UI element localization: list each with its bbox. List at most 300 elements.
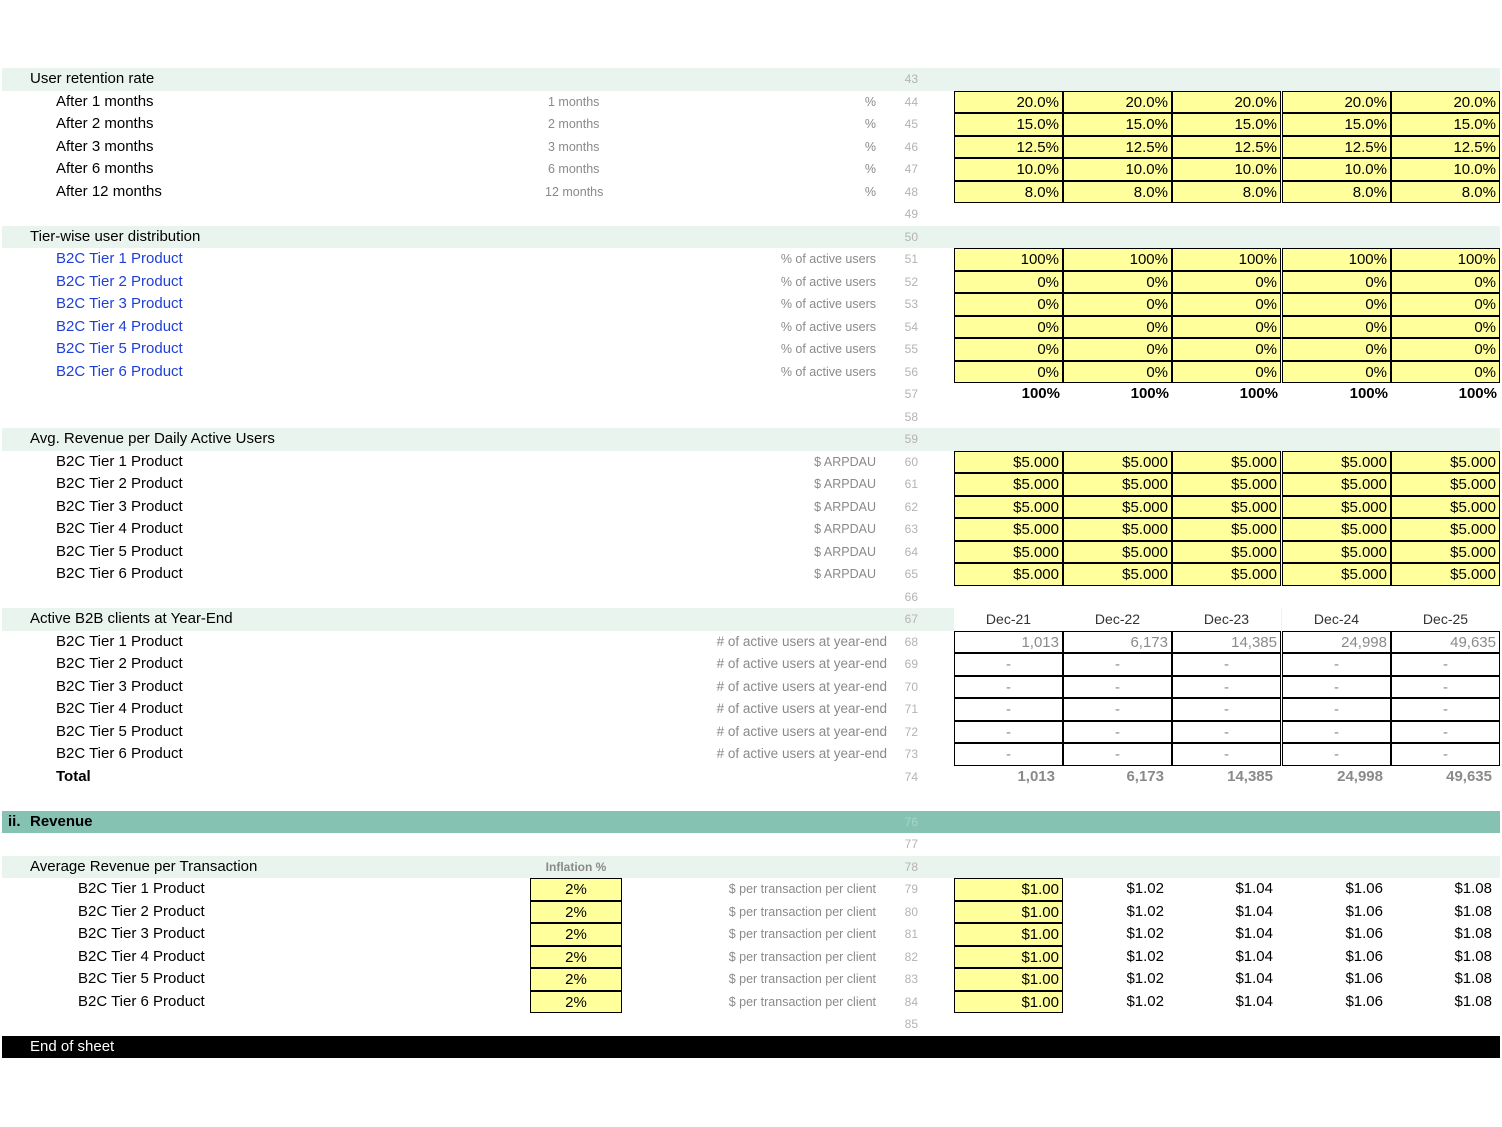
calc-cell[interactable]: -: [1391, 743, 1500, 766]
table-row: [2, 181, 1500, 204]
input-cell[interactable]: 15.0%: [1063, 113, 1172, 136]
input-cell[interactable]: 0%: [1063, 271, 1172, 294]
input-cell[interactable]: $5.000: [1391, 451, 1500, 474]
calc-cell: $1.02: [1126, 992, 1164, 1010]
row-unit: $ ARPDAU: [814, 454, 876, 469]
total-cell: 100%: [1130, 385, 1169, 402]
input-cell[interactable]: $5.000: [1391, 563, 1500, 586]
calc-cell[interactable]: -: [1172, 653, 1281, 676]
input-cell[interactable]: 0%: [1063, 316, 1172, 339]
row-unit: % of active users: [780, 297, 876, 311]
total-cell: 24,998: [1337, 767, 1383, 785]
input-cell[interactable]: 0%: [1063, 338, 1172, 361]
table-row: [2, 653, 1500, 676]
row-label[interactable]: B2C Tier 3 Product: [56, 295, 183, 312]
input-cell[interactable]: $5.000: [1063, 518, 1172, 541]
row-label[interactable]: B2C Tier 5 Product: [56, 340, 183, 357]
input-cell[interactable]: 12.5%: [1391, 136, 1500, 159]
period-header: Dec-24: [1282, 608, 1391, 631]
input-cell[interactable]: $5.000: [1063, 563, 1172, 586]
inflation-header: Inflation %: [545, 859, 607, 874]
inflation-input[interactable]: 2%: [530, 946, 622, 969]
row-number: 69: [904, 657, 918, 671]
row-unit: $ ARPDAU: [814, 567, 876, 581]
input-cell[interactable]: 0%: [1282, 271, 1391, 294]
total-cell: 100%: [1021, 385, 1060, 402]
row-unit: %: [864, 139, 876, 154]
end-of-sheet-label: End of sheet: [30, 1037, 115, 1055]
input-cell[interactable]: 0%: [1282, 316, 1391, 339]
row-unit: $ ARPDAU: [814, 544, 876, 559]
row-number: 76: [904, 814, 918, 829]
row-unit: $ per transaction per client: [728, 949, 876, 964]
table-row: [2, 136, 1500, 159]
row-number: 61: [904, 477, 918, 491]
row-unit: $ per transaction per client: [728, 927, 876, 941]
table-row: [2, 946, 1500, 969]
table-row: [2, 293, 1500, 316]
row-label: B2C Tier 1 Product: [56, 452, 183, 470]
input-cell[interactable]: $5.000: [1282, 496, 1391, 519]
input-cell[interactable]: 15.0%: [1391, 113, 1500, 136]
input-cell[interactable]: 15.0%: [954, 113, 1063, 136]
row-unit: % of active users: [780, 364, 876, 379]
total-cell: 6,173: [1126, 767, 1164, 785]
calc-cell[interactable]: -: [1391, 721, 1500, 744]
calc-cell[interactable]: -: [1391, 698, 1500, 721]
table-row: [2, 496, 1500, 519]
row-label: After 2 months: [56, 115, 154, 132]
input-cell[interactable]: 8.0%: [1063, 181, 1172, 204]
row-number: 73: [904, 747, 918, 761]
input-cell[interactable]: 15.0%: [1282, 113, 1391, 136]
input-cell[interactable]: $5.000: [1172, 473, 1281, 496]
row-number: 57: [904, 387, 918, 401]
input-cell[interactable]: $1.00: [954, 968, 1063, 991]
calc-cell[interactable]: -: [1172, 676, 1281, 699]
calc-cell: $1.06: [1345, 947, 1383, 965]
row-number: 70: [904, 679, 918, 694]
input-cell[interactable]: $5.000: [1172, 496, 1281, 519]
row-label[interactable]: B2C Tier 6 Product: [56, 362, 183, 380]
row-number: 81: [904, 927, 918, 941]
input-cell[interactable]: 0%: [1391, 361, 1500, 384]
row-number: 47: [904, 162, 918, 176]
total-row: [2, 383, 1500, 406]
row-number: 50: [904, 229, 918, 244]
blank-row: [2, 1013, 1500, 1036]
inflation-input[interactable]: 2%: [530, 991, 622, 1014]
table-row: [2, 518, 1500, 541]
input-cell[interactable]: 0%: [1172, 361, 1281, 384]
input-cell[interactable]: 100%: [954, 248, 1063, 271]
calc-cell[interactable]: -: [1282, 721, 1391, 744]
row-number: 56: [904, 364, 918, 379]
calc-cell[interactable]: 24,998: [1282, 631, 1391, 654]
input-cell[interactable]: $5.000: [1391, 541, 1500, 564]
calc-cell[interactable]: -: [1282, 676, 1391, 699]
input-cell[interactable]: 100%: [1282, 248, 1391, 271]
row-label: After 1 months: [56, 92, 154, 110]
row-unit: # of active users at year-end: [716, 656, 887, 671]
table-row: [2, 91, 1500, 114]
table-row: [2, 541, 1500, 564]
b2b-title: Active B2B clients at Year-End: [30, 610, 233, 627]
input-cell[interactable]: $5.000: [1172, 518, 1281, 541]
row-number: 68: [904, 634, 918, 649]
period-header-row: [2, 608, 1500, 631]
row-number: 58: [904, 409, 918, 424]
input-cell[interactable]: 8.0%: [1282, 181, 1391, 204]
input-cell[interactable]: $5.000: [954, 473, 1063, 496]
input-cell[interactable]: $5.000: [1391, 473, 1500, 496]
calc-cell[interactable]: -: [1391, 653, 1500, 676]
calc-cell[interactable]: -: [954, 743, 1063, 766]
row-unit: % of active users: [780, 342, 876, 356]
row-subtitle: 1 months: [548, 94, 600, 109]
total-cell: 1,013: [1017, 767, 1055, 785]
calc-cell[interactable]: -: [1063, 653, 1172, 676]
row-label: B2C Tier 1 Product: [78, 880, 205, 897]
row-label: B2C Tier 4 Product: [56, 700, 183, 717]
input-cell[interactable]: 12.5%: [954, 136, 1063, 159]
row-number: 79: [904, 882, 918, 896]
calc-cell: $1.02: [1126, 880, 1164, 897]
table-row: [2, 743, 1500, 766]
row-number: 82: [904, 949, 918, 964]
calc-cell[interactable]: -: [1172, 698, 1281, 721]
calc-cell[interactable]: -: [1063, 676, 1172, 699]
input-cell[interactable]: 0%: [954, 338, 1063, 361]
row-label: B2C Tier 3 Product: [56, 677, 183, 695]
row-number: 62: [904, 499, 918, 514]
row-number: 45: [904, 117, 918, 131]
total-cell: 100%: [1349, 385, 1388, 402]
avg-rev-txn-section-header: [2, 856, 1500, 879]
input-cell[interactable]: 8.0%: [954, 181, 1063, 204]
period-header: Dec-23: [1172, 608, 1281, 631]
input-cell[interactable]: 0%: [954, 271, 1063, 294]
table-row: [2, 248, 1500, 271]
calc-cell[interactable]: -: [1391, 676, 1500, 699]
input-cell[interactable]: $5.000: [1063, 473, 1172, 496]
row-label: B2C Tier 3 Product: [78, 925, 205, 942]
row-unit: %: [864, 117, 876, 131]
table-row: [2, 721, 1500, 744]
input-cell[interactable]: 0%: [954, 316, 1063, 339]
row-label[interactable]: B2C Tier 1 Product: [56, 250, 183, 267]
input-cell[interactable]: $5.000: [1172, 563, 1281, 586]
input-cell[interactable]: 0%: [1063, 293, 1172, 316]
row-number: 83: [904, 972, 918, 986]
input-cell[interactable]: 0%: [1282, 361, 1391, 384]
row-label: After 12 months: [56, 182, 162, 200]
input-cell[interactable]: $5.000: [1282, 563, 1391, 586]
input-cell[interactable]: $1.00: [954, 878, 1063, 901]
row-number: 63: [904, 522, 918, 536]
calc-cell: $1.08: [1454, 970, 1492, 987]
input-cell[interactable]: 100%: [1391, 248, 1500, 271]
row-unit: # of active users at year-end: [716, 746, 887, 761]
inflation-input[interactable]: 2%: [530, 878, 622, 901]
calc-cell[interactable]: -: [954, 653, 1063, 676]
inflation-input[interactable]: 2%: [530, 901, 622, 924]
row-number: 78: [904, 859, 918, 874]
row-number: 51: [904, 252, 918, 266]
input-cell[interactable]: 0%: [1391, 338, 1500, 361]
table-row: [2, 113, 1500, 136]
calc-cell: $1.02: [1126, 902, 1164, 920]
input-cell[interactable]: 0%: [1063, 361, 1172, 384]
input-cell[interactable]: 10.0%: [1282, 158, 1391, 181]
row-unit: %: [864, 184, 876, 199]
input-cell[interactable]: $5.000: [1282, 518, 1391, 541]
input-cell[interactable]: $5.000: [1282, 541, 1391, 564]
total-label: Total: [56, 767, 91, 785]
table-row: [2, 968, 1500, 991]
calc-cell[interactable]: -: [1282, 698, 1391, 721]
calc-cell: $1.02: [1126, 970, 1164, 987]
input-cell[interactable]: $5.000: [1282, 451, 1391, 474]
calc-cell: $1.08: [1454, 947, 1492, 965]
input-cell[interactable]: $1.00: [954, 991, 1063, 1014]
row-number: 55: [904, 342, 918, 356]
tier-distribution-title: Tier-wise user distribution: [30, 227, 201, 245]
calc-cell: $1.04: [1235, 970, 1273, 987]
table-row: [2, 271, 1500, 294]
row-unit: $ ARPDAU: [814, 522, 876, 536]
row-unit: % of active users: [780, 274, 876, 289]
row-number: 84: [904, 994, 918, 1009]
calc-cell[interactable]: 49,635: [1391, 631, 1500, 654]
blank-row: [2, 203, 1500, 226]
calc-cell: $1.06: [1345, 992, 1383, 1010]
input-cell[interactable]: $5.000: [954, 563, 1063, 586]
input-cell[interactable]: 0%: [1172, 316, 1281, 339]
table-row: [2, 676, 1500, 699]
input-cell[interactable]: 0%: [954, 361, 1063, 384]
row-label: B2C Tier 2 Product: [56, 475, 183, 492]
row-label[interactable]: B2C Tier 4 Product: [56, 317, 183, 335]
row-label: B2C Tier 6 Product: [78, 992, 205, 1010]
period-header: Dec-21: [954, 608, 1063, 631]
tier-distribution-section-header: [2, 226, 1500, 249]
input-cell[interactable]: 0%: [954, 293, 1063, 316]
table-row: [2, 698, 1500, 721]
input-cell[interactable]: 20.0%: [954, 91, 1063, 114]
input-cell[interactable]: $5.000: [954, 541, 1063, 564]
row-label: B2C Tier 2 Product: [56, 655, 183, 672]
row-label: B2C Tier 3 Product: [56, 497, 183, 515]
total-row: [2, 766, 1500, 789]
input-cell[interactable]: 0%: [1172, 338, 1281, 361]
row-subtitle: 2 months: [548, 117, 600, 131]
inflation-input[interactable]: 2%: [530, 923, 622, 946]
input-cell[interactable]: 10.0%: [1172, 158, 1281, 181]
row-number: 49: [904, 207, 918, 221]
row-number: 80: [904, 904, 918, 919]
row-number: 77: [904, 837, 918, 851]
row-unit: # of active users at year-end: [716, 701, 887, 716]
input-cell[interactable]: 20.0%: [1172, 91, 1281, 114]
calc-cell[interactable]: -: [1063, 743, 1172, 766]
row-unit: $ ARPDAU: [814, 499, 876, 514]
table-row: [2, 473, 1500, 496]
input-cell[interactable]: $5.000: [1391, 518, 1500, 541]
input-cell[interactable]: 0%: [1391, 316, 1500, 339]
input-cell[interactable]: 20.0%: [1282, 91, 1391, 114]
input-cell[interactable]: $1.00: [954, 923, 1063, 946]
row-number: 46: [904, 139, 918, 154]
row-unit: $ ARPDAU: [814, 477, 876, 491]
table-row: [2, 338, 1500, 361]
revenue-title: Revenue: [30, 812, 93, 830]
calc-cell: $1.08: [1454, 880, 1492, 897]
calc-cell: $1.08: [1454, 925, 1492, 942]
input-cell[interactable]: 100%: [1172, 248, 1281, 271]
table-row: [2, 901, 1500, 924]
input-cell[interactable]: 10.0%: [954, 158, 1063, 181]
calc-cell: $1.06: [1345, 880, 1383, 897]
table-row: [2, 878, 1500, 901]
end-of-sheet-bar: [2, 1036, 1500, 1059]
calc-cell[interactable]: -: [1172, 743, 1281, 766]
input-cell[interactable]: 8.0%: [1391, 181, 1500, 204]
row-number: 65: [904, 567, 918, 581]
input-cell[interactable]: 0%: [1282, 338, 1391, 361]
input-cell[interactable]: $5.000: [954, 518, 1063, 541]
total-cell: 49,635: [1446, 767, 1492, 785]
row-label: B2C Tier 4 Product: [78, 947, 205, 965]
input-cell[interactable]: $5.000: [1172, 541, 1281, 564]
calc-cell[interactable]: -: [1172, 721, 1281, 744]
input-cell[interactable]: 20.0%: [1063, 91, 1172, 114]
row-number: 54: [904, 319, 918, 334]
calc-cell: $1.08: [1454, 902, 1492, 920]
input-cell[interactable]: $5.000: [1063, 496, 1172, 519]
input-cell[interactable]: $5.000: [954, 451, 1063, 474]
period-header: Dec-25: [1391, 608, 1500, 631]
row-number: 53: [904, 297, 918, 311]
input-cell[interactable]: $5.000: [1063, 451, 1172, 474]
calc-cell: $1.06: [1345, 902, 1383, 920]
input-cell[interactable]: 0%: [1282, 293, 1391, 316]
table-row: [2, 361, 1500, 384]
calc-cell[interactable]: -: [954, 676, 1063, 699]
row-number: 59: [904, 432, 918, 446]
calc-cell[interactable]: -: [1282, 653, 1391, 676]
calc-cell: $1.08: [1454, 992, 1492, 1010]
row-unit: $ per transaction per client: [728, 972, 876, 986]
calc-cell: $1.04: [1235, 992, 1273, 1010]
calc-cell[interactable]: -: [1063, 698, 1172, 721]
row-unit: % of active users: [780, 252, 876, 266]
calc-cell: $1.04: [1235, 925, 1273, 942]
input-cell[interactable]: 0%: [1172, 293, 1281, 316]
calc-cell[interactable]: -: [1063, 721, 1172, 744]
calc-cell[interactable]: -: [1282, 743, 1391, 766]
row-label: B2C Tier 5 Product: [78, 970, 205, 987]
input-cell[interactable]: $5.000: [1063, 541, 1172, 564]
input-cell[interactable]: $5.000: [1282, 473, 1391, 496]
calc-cell: $1.06: [1345, 970, 1383, 987]
calc-cell: $1.02: [1126, 947, 1164, 965]
input-cell[interactable]: 0%: [1391, 293, 1500, 316]
row-unit: # of active users at year-end: [716, 723, 887, 739]
calc-cell[interactable]: 14,385: [1172, 631, 1281, 654]
input-cell[interactable]: 12.5%: [1172, 136, 1281, 159]
row-label: B2C Tier 1 Product: [56, 632, 183, 650]
section-number: ii.: [8, 812, 21, 830]
calc-cell: $1.02: [1126, 925, 1164, 942]
calc-cell: $1.06: [1345, 925, 1383, 942]
table-row: [2, 158, 1500, 181]
row-unit: % of active users: [780, 319, 876, 334]
inflation-input[interactable]: 2%: [530, 968, 622, 991]
row-unit: # of active users at year-end: [716, 678, 887, 694]
input-cell[interactable]: 10.0%: [1063, 158, 1172, 181]
arpdau-section-header: [2, 428, 1500, 451]
calc-cell[interactable]: 1,013: [954, 631, 1063, 654]
calc-cell[interactable]: 6,173: [1063, 631, 1172, 654]
table-row: [2, 991, 1500, 1014]
calc-cell[interactable]: -: [954, 698, 1063, 721]
row-number: 85: [904, 1017, 918, 1031]
row-unit: %: [864, 94, 876, 109]
input-cell[interactable]: $5.000: [954, 496, 1063, 519]
row-unit: $ per transaction per client: [728, 882, 876, 896]
row-number: 44: [904, 94, 918, 109]
input-cell[interactable]: 8.0%: [1172, 181, 1281, 204]
calc-cell: $1.04: [1235, 947, 1273, 965]
input-cell[interactable]: 0%: [1391, 271, 1500, 294]
calc-cell: $1.04: [1235, 880, 1273, 897]
row-label: B2C Tier 5 Product: [56, 542, 183, 560]
row-label: B2C Tier 2 Product: [78, 902, 205, 920]
table-row: [2, 631, 1500, 654]
row-subtitle: 12 months: [545, 184, 604, 199]
total-cell: 100%: [1458, 385, 1497, 402]
calc-cell[interactable]: -: [954, 721, 1063, 744]
row-number: 67: [904, 612, 918, 626]
row-number: 43: [904, 72, 918, 86]
input-cell[interactable]: 20.0%: [1391, 91, 1500, 114]
table-row: [2, 563, 1500, 586]
input-cell[interactable]: 15.0%: [1172, 113, 1281, 136]
blank-row: [2, 586, 1500, 609]
row-unit: # of active users at year-end: [716, 633, 887, 649]
row-label: After 3 months: [56, 137, 154, 155]
blank-row: [2, 833, 1500, 856]
input-cell[interactable]: 100%: [1063, 248, 1172, 271]
input-cell[interactable]: $1.00: [954, 901, 1063, 924]
input-cell[interactable]: 10.0%: [1391, 158, 1500, 181]
row-label: B2C Tier 6 Product: [56, 565, 183, 582]
row-label[interactable]: B2C Tier 2 Product: [56, 272, 183, 290]
table-row: [2, 316, 1500, 339]
row-number: 72: [904, 724, 918, 739]
row-unit: $ per transaction per client: [728, 994, 876, 1009]
input-cell[interactable]: 0%: [1172, 271, 1281, 294]
input-cell[interactable]: $5.000: [1391, 496, 1500, 519]
input-cell[interactable]: 12.5%: [1063, 136, 1172, 159]
row-number: 52: [904, 274, 918, 289]
input-cell[interactable]: 12.5%: [1282, 136, 1391, 159]
retention-section-header: [2, 68, 1500, 91]
total-cell: 14,385: [1227, 767, 1273, 785]
input-cell[interactable]: $1.00: [954, 946, 1063, 969]
input-cell[interactable]: $5.000: [1172, 451, 1281, 474]
